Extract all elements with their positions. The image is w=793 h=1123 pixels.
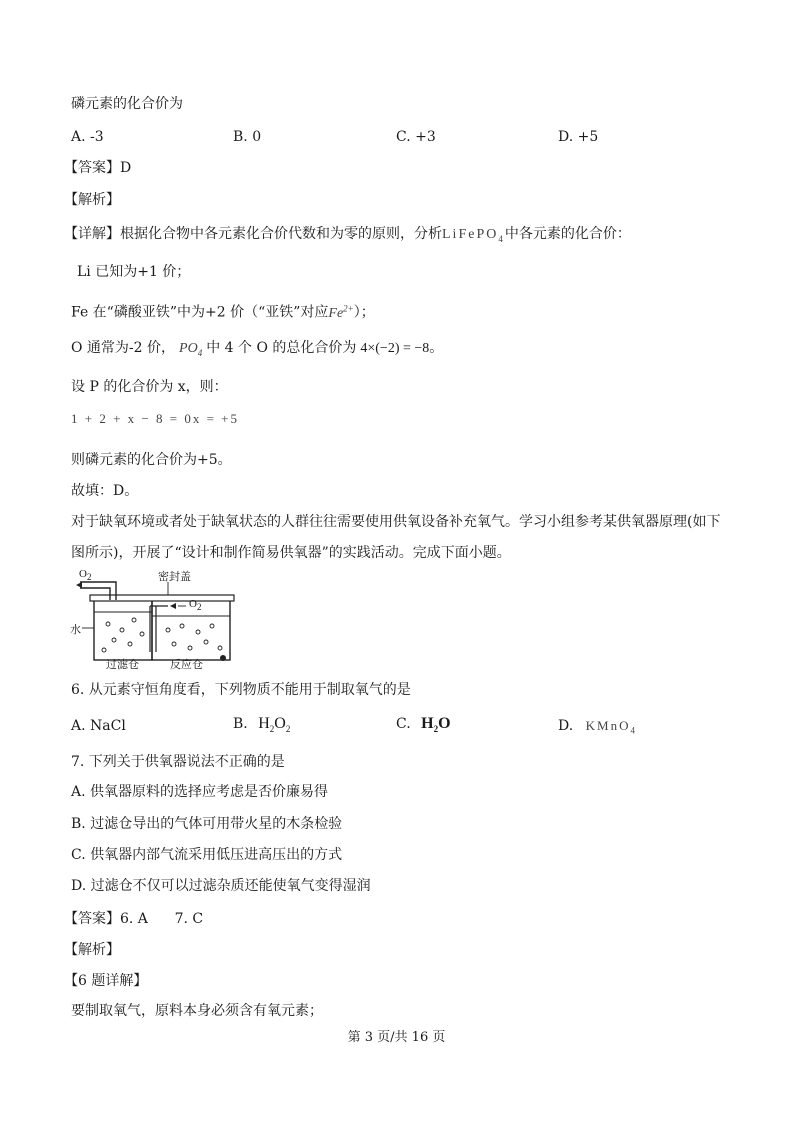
lifepo4-subscript: 4 xyxy=(498,233,505,244)
q6-option-c-label: C. xyxy=(396,716,411,732)
q5-analysis-heading: 【解析】 xyxy=(64,192,120,208)
q5-option-d: D. +5 xyxy=(558,129,599,145)
q5-option-b: B. 0 xyxy=(233,129,262,145)
o-valence-line xyxy=(71,338,443,363)
h2o2-h: H xyxy=(258,715,270,732)
q6-option-d xyxy=(558,716,637,741)
oxygen-generator-diagram xyxy=(70,568,240,670)
o2-outlet-symbol: O xyxy=(79,568,87,580)
o-expression: 4×(−2) = −8 xyxy=(360,341,430,356)
q6-option-c xyxy=(396,714,451,739)
q7-option-d: D. 过滤仓不仅可以过滤杂质还能使氧气变得湿润 xyxy=(71,878,371,894)
h2o-o: O xyxy=(438,715,451,732)
intro-line-2: 图所示)，开展了“设计和制作简易供氧器”的实践活动。完成下面小题。 xyxy=(71,545,511,561)
q67-answer: 【答案】6. A 7. C xyxy=(64,911,204,927)
reaction-chamber-label: 反应仓 xyxy=(170,658,203,671)
kmno4-text: KMnO xyxy=(585,718,631,733)
q6-option-d-label: D. xyxy=(558,718,574,734)
fe-ion xyxy=(328,303,354,321)
q7-option-c: C. 供氧器内部气流采用低压进高压出的方式 xyxy=(71,847,343,863)
q5-answer: 【答案】D xyxy=(64,160,132,176)
h2o-formula xyxy=(421,715,451,735)
q67-analysis-heading: 【解析】 xyxy=(64,942,120,958)
lifepo4-formula xyxy=(442,227,505,242)
q7-stem: 7. 下列关于供氧器说法不正确的是 xyxy=(71,754,285,770)
po4-subscript: 4 xyxy=(197,347,203,358)
h2o-sub: 2 xyxy=(433,724,439,735)
po4-text: PO xyxy=(179,341,198,356)
kmno4-subscript: 4 xyxy=(630,725,637,736)
conclusion-line: 则磷元素的化合价为+5。 xyxy=(71,452,232,468)
h2o2-sub-1: 2 xyxy=(269,724,275,735)
q6-option-a: A. NaCl xyxy=(71,718,126,734)
po4-formula xyxy=(179,341,202,356)
q7-option-a: A. 供氧器原料的选择应考虑是否价廉易得 xyxy=(71,784,329,800)
q6-option-b xyxy=(233,714,290,739)
page-footer: 第 3 页/共 16 页 xyxy=(347,1030,446,1045)
intro-line-1: 对于缺氧环境或者处于缺氧状态的人群往往需要使用供氧设备补充氧气。学习小组参考某供氧器原理(如下 xyxy=(71,514,721,530)
o2-inlet-label xyxy=(189,598,201,612)
fe-suffix: ）； xyxy=(353,304,375,321)
o2-outlet-subscript: 2 xyxy=(86,572,92,583)
q5-detail-line xyxy=(64,224,631,249)
o2-outlet-label xyxy=(79,568,91,582)
fill-answer-line: 故填：D。 xyxy=(71,483,139,499)
q6-option-b-label: B. xyxy=(233,716,248,732)
q5-option-a: A. -3 xyxy=(71,129,104,145)
question-stem-tail: 磷元素的化合价为 xyxy=(71,96,183,112)
lid-label: 密封盖 xyxy=(158,570,191,583)
li-valence-line: Li 已知为+1 价； xyxy=(77,264,191,280)
p-assumption-line: 设 P 的化合价为 x，则： xyxy=(71,379,228,395)
kmno4-formula xyxy=(585,718,637,736)
diagram-drawing xyxy=(70,568,240,670)
fe-ion-symbol: Fe xyxy=(328,305,344,321)
q6-detail-text: 要制取氧气，原料本身必须含有氧元素； xyxy=(71,1003,323,1019)
o-end: 。 xyxy=(429,340,444,356)
o2-inlet-subscript: 2 xyxy=(196,602,202,613)
q7-option-b: B. 过滤仓导出的气体可用带火星的木条检验 xyxy=(71,816,343,832)
h2o2-sub-2: 2 xyxy=(285,724,291,735)
fe-ion-charge: 2+ xyxy=(343,303,354,313)
h2o-h: H xyxy=(421,715,434,732)
o2-inlet-symbol: O xyxy=(189,598,197,610)
h2o2-o: O xyxy=(274,715,286,732)
fe-valence-line xyxy=(71,298,375,324)
h2o2-formula xyxy=(258,715,291,735)
q5-detail-suffix: 中各元素的化合价： xyxy=(504,226,631,242)
water-label: 水 xyxy=(70,623,81,636)
equation-line: 1 + 2 + x − 8 = 0x = +5 xyxy=(71,411,239,426)
fe-prefix: Fe 在“磷酸亚铁”中为+2 价（“亚铁”对应 xyxy=(71,304,329,321)
q6-stem: 6. 从元素守恒角度看，下列物质不能用于制取氧气的是 xyxy=(71,682,411,698)
q5-detail-prefix: 【详解】根据化合物中各元素化合价代数和为零的原则，分析 xyxy=(64,226,442,242)
q6-detail-heading: 【6 题详解】 xyxy=(64,973,148,989)
q5-option-c: C. +3 xyxy=(396,129,436,145)
o-middle: 中 4 个 O 的总化合价为 xyxy=(206,340,357,356)
o-prefix: O 通常为-2 价， xyxy=(71,340,176,356)
lifepo4-text: LiFePO xyxy=(442,227,499,242)
filter-chamber-label: 过滤仓 xyxy=(106,658,139,671)
